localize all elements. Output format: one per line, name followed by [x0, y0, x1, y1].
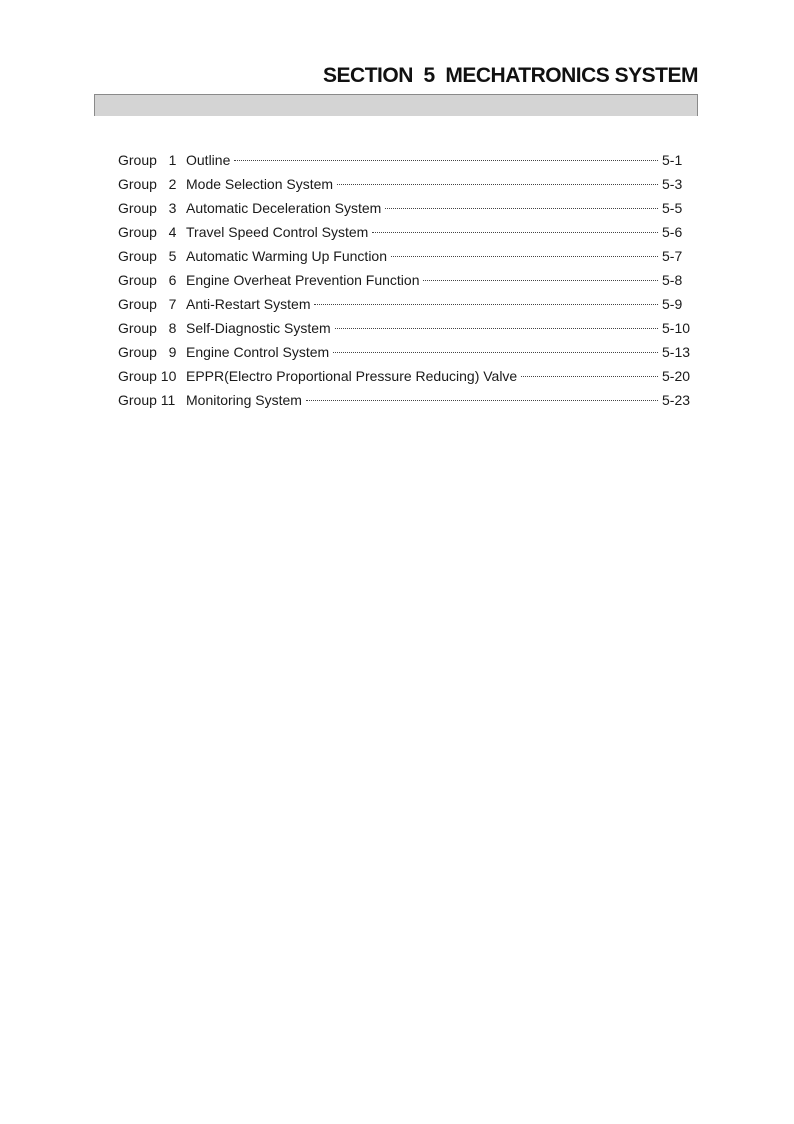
section-title: SECTION 5 MECHATRONICS SYSTEM: [323, 64, 698, 87]
toc-group-number: Group 4: [118, 224, 177, 240]
toc-page-number: 5-7: [662, 248, 683, 264]
toc-group-number: Group 6: [118, 272, 177, 288]
toc-group-number: Group 5: [118, 248, 177, 264]
toc-page-number: 5-6: [662, 224, 683, 240]
toc-entry-title: Self-Diagnostic System: [186, 320, 331, 336]
toc-entry-title: Mode Selection System: [186, 176, 334, 192]
table-of-contents: [118, 148, 692, 412]
toc-entry-group-11[interactable]: [118, 388, 692, 412]
toc-entry-group-6[interactable]: [118, 268, 692, 292]
toc-dot-leader: [391, 256, 658, 257]
toc-dot-leader: [306, 400, 658, 401]
toc-dot-leader: [234, 160, 658, 161]
toc-dot-leader: [337, 184, 658, 185]
toc-page-number: 5-9: [662, 296, 683, 312]
toc-entry-title: Engine Overheat Prevention Function: [186, 272, 420, 288]
toc-entry-group-9[interactable]: [118, 340, 692, 364]
toc-group-number: Group 7: [118, 296, 177, 312]
toc-entry-group-1[interactable]: [118, 148, 692, 172]
toc-entry-group-7[interactable]: [118, 292, 692, 316]
toc-group-number: Group 9: [118, 344, 177, 360]
toc-entry-title: Monitoring System: [186, 392, 302, 408]
toc-entry-group-2[interactable]: [118, 172, 692, 196]
toc-entry-title: Automatic Warming Up Function: [186, 248, 387, 264]
toc-dot-leader: [521, 376, 658, 377]
toc-group-number: Group 3: [118, 200, 177, 216]
toc-entry-group-4[interactable]: [118, 220, 692, 244]
section-title-bar: [94, 94, 698, 116]
toc-entry-title: EPPR(Electro Proportional Pressure Reducing) Valve: [186, 368, 518, 384]
toc-page-number: 5-20: [662, 368, 691, 384]
toc-group-number: Group 2: [118, 176, 177, 192]
toc-dot-leader: [335, 328, 658, 329]
toc-entry-title: Automatic Deceleration System: [186, 200, 382, 216]
toc-entry-group-10[interactable]: [118, 364, 692, 388]
toc-group-number: Group 10: [118, 368, 177, 384]
toc-dot-leader: [314, 304, 658, 305]
toc-group-number: Group 8: [118, 320, 177, 336]
toc-page-number: 5-23: [662, 392, 691, 408]
toc-entry-group-8[interactable]: [118, 316, 692, 340]
toc-page-number: 5-3: [662, 176, 683, 192]
toc-page-number: 5-13: [662, 344, 691, 360]
toc-entry-group-3[interactable]: [118, 196, 692, 220]
toc-page-number: 5-10: [662, 320, 691, 336]
toc-entry-title: Travel Speed Control System: [186, 224, 369, 240]
toc-page-number: 5-5: [662, 200, 683, 216]
toc-dot-leader: [372, 232, 658, 233]
toc-page-number: 5-1: [662, 152, 683, 168]
toc-page-number: 5-8: [662, 272, 683, 288]
toc-dot-leader: [423, 280, 658, 281]
toc-entry-title: Anti-Restart System: [186, 296, 311, 312]
toc-entry-group-5[interactable]: [118, 244, 692, 268]
toc-dot-leader: [333, 352, 658, 353]
toc-group-number: Group 1: [118, 152, 177, 168]
toc-group-number: Group 11: [118, 392, 176, 408]
toc-entry-title: Outline: [186, 152, 231, 168]
toc-dot-leader: [385, 208, 658, 209]
toc-entry-title: Engine Control System: [186, 344, 330, 360]
